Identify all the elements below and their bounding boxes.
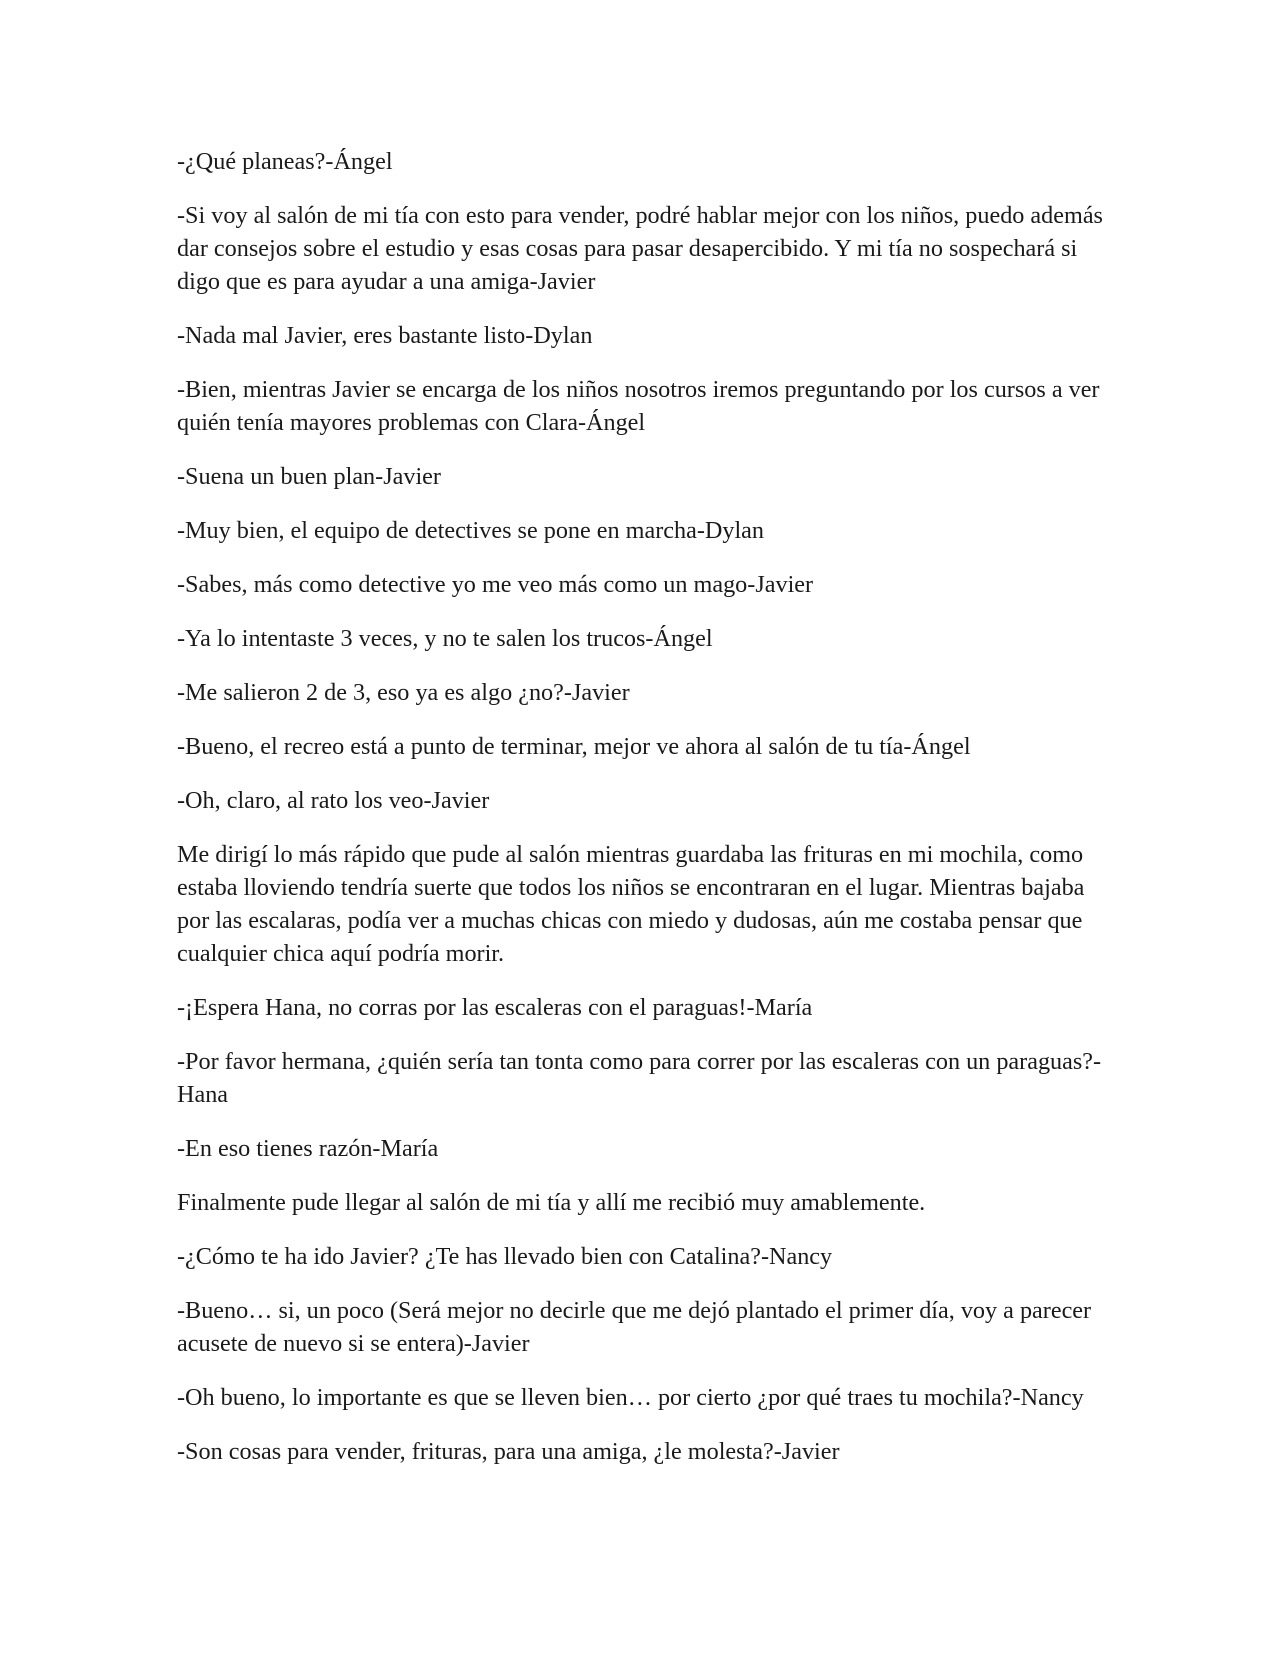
document-body — [177, 145, 1107, 1489]
paragraph: -Suena un buen plan-Javier — [177, 463, 441, 490]
paragraph: -Son cosas para vender, frituras, para una amiga, ¿le molesta?-Javier — [177, 1438, 840, 1465]
paragraph: -Muy bien, el equipo de detectives se pone en marcha-Dylan — [177, 517, 765, 544]
paragraph: -Si voy al salón de mi tía con esto para vender, podré hablar mejor con los niños, puedo además dar consejos sobre el estudio y esas cosas para pasar desapercibido. Y mi tía no sospechará si digo que es para ayudar a una amiga-Javier — [177, 202, 1103, 295]
paragraph: -En eso tienes razón-María — [177, 1135, 439, 1162]
paragraph: -Me salieron 2 de 3, eso ya es algo ¿no?-Javier — [177, 679, 630, 706]
paragraph: -¿Qué planeas?-Ángel — [177, 148, 393, 175]
paragraph: -Bueno, el recreo está a punto de terminar, mejor ve ahora al salón de tu tía-Ángel — [177, 733, 971, 760]
paragraph: -Ya lo intentaste 3 veces, y no te salen los trucos-Ángel — [177, 625, 713, 652]
paragraph: -Bien, mientras Javier se encarga de los niños nosotros iremos preguntando por los cursos a ver quién tenía mayores problemas con Clara-Ángel — [177, 376, 1100, 436]
paragraph: -Oh bueno, lo importante es que se lleven bien… por cierto ¿por qué traes tu mochila?-Nancy — [177, 1384, 1084, 1411]
paragraph: -Nada mal Javier, eres bastante listo-Dylan — [177, 322, 593, 349]
paragraph: -¿Cómo te ha ido Javier? ¿Te has llevado bien con Catalina?-Nancy — [177, 1243, 833, 1270]
paragraph: -Sabes, más como detective yo me veo más como un mago-Javier — [177, 571, 814, 598]
paragraph: -Oh, claro, al rato los veo-Javier — [177, 787, 490, 814]
paragraph: Finalmente pude llegar al salón de mi tía y allí me recibió muy amablemente. — [177, 1189, 926, 1216]
paragraph: -Bueno… si, un poco (Será mejor no decirle que me dejó plantado el primer día, voy a parecer acusete de nuevo si se entera)-Javier — [177, 1297, 1092, 1357]
paragraph: -Por favor hermana, ¿quién sería tan tonta como para correr por las escaleras con un paraguas?-Hana — [177, 1048, 1102, 1108]
paragraph: Me dirigí lo más rápido que pude al salón mientras guardaba las frituras en mi mochila, como estaba lloviendo tendría suerte que todos los niños se encontraran en el lugar. Mientras bajaba por las escalaras, podía ver a muchas chicas con miedo y dudosas, aún me costaba pensar que cualquier chica aquí podría morir. — [177, 841, 1085, 967]
paragraph: -¡Espera Hana, no corras por las escaleras con el paraguas!-María — [177, 994, 813, 1021]
